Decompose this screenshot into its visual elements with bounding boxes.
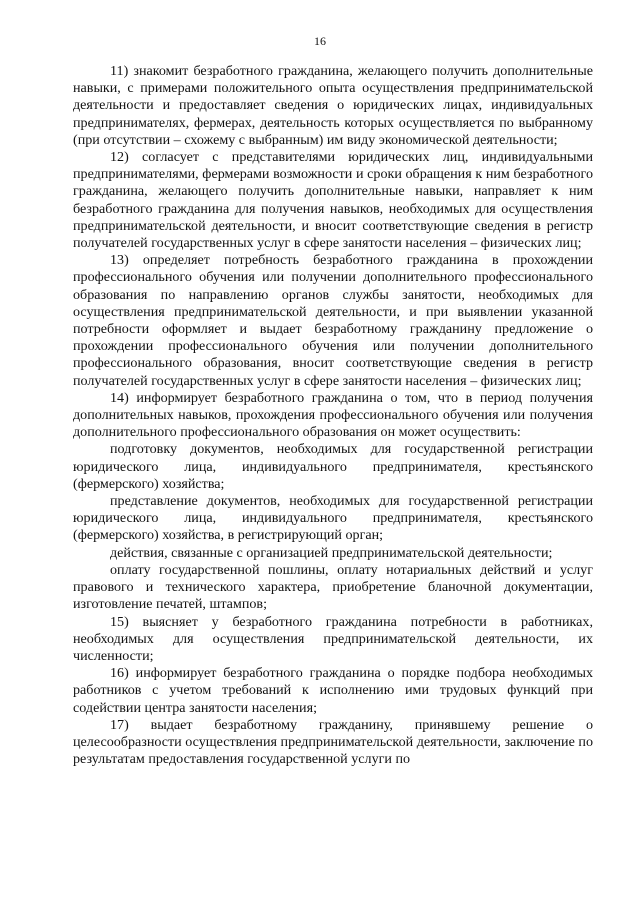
page-number: 16 bbox=[314, 34, 326, 48]
paragraph-subitem-submission: представление документов, необходимых для государственной регистрации юридического лица, индивидуального предпринимателя, крестьянского (фермерского) хозяйства, в регистрирующий орган; bbox=[73, 493, 593, 544]
paragraph-item-16: 16) информирует безработного гражданина о порядке подбора необходимых работников с учетом требований к исполнению ими трудовых функций при содействии центра занятости населения; bbox=[73, 665, 593, 716]
paragraph-item-13: 13) определяет потребность безработного гражданина в прохождении профессионального обучения или получении дополнительного профессионального образования по направлению органов службы занятости, необходимых для осуществления предпринимательской деятельности, и при выявлении указанной потребности оформляет и выдает безработному гражданину предложение о прохождении профессионального обучения или получении дополнительного профессионального образования, вносит соответствующие сведения в регистр получателей государственных услуг в сфере занятости населения – физических лиц; bbox=[73, 252, 593, 389]
paragraph-item-12: 12) согласует с представителями юридических лиц, индивидуальными предпринимателями, фермерами возможности и сроки обращения к ним безработного гражданина, желающего получить дополнительные навыки, направляет к ним безработного гражданина для получения навыков, необходимых для осуществления предпринимательской деятельности, и вносит соответствующие сведения в регистр получателей государственных услуг в сфере занятости населения – физических лиц; bbox=[73, 149, 593, 252]
paragraph-item-15: 15) выясняет у безработного гражданина потребности в работниках, необходимых для осуществления предпринимательской деятельности, их численности; bbox=[73, 613, 593, 664]
paragraph-item-14: 14) информирует безработного гражданина о том, что в период получения дополнительных навыков, прохождения профессионального обучения или получения дополнительного профессионального образования он может осуществить: bbox=[73, 389, 593, 441]
document-body bbox=[73, 63, 593, 768]
paragraph-item-17: 17) выдает безработному гражданину, принявшему решение о целесообразности осуществления предпринимательской деятельности, заключение по результатам предоставления государственной услуги по bbox=[73, 716, 593, 768]
paragraph-item-11: 11) знакомит безработного гражданина, желающего получить дополнительные навыки, с примерами положительного опыта осуществления предпринимательской деятельности и предоставляет сведения о юридических лицах, индивидуальных предпринимателях, фермерах, деятельность которых осуществляется по выбранному (при отсутствии – схожему с выбранным) им виду экономической деятельности; bbox=[73, 63, 593, 148]
paragraph-subitem-payment: оплату государственной пошлины, оплату нотариальных действий и услуг правового и технического характера, приобретение бланочной документации, изготовление печатей, штампов; bbox=[73, 561, 593, 613]
paragraph-subitem-documents: подготовку документов, необходимых для государственной регистрации юридического лица, индивидуального предпринимателя, крестьянского (фермерского) хозяйства; bbox=[73, 441, 593, 492]
paragraph-subitem-actions: действия, связанные с организацией предпринимательской деятельности; bbox=[110, 544, 553, 561]
